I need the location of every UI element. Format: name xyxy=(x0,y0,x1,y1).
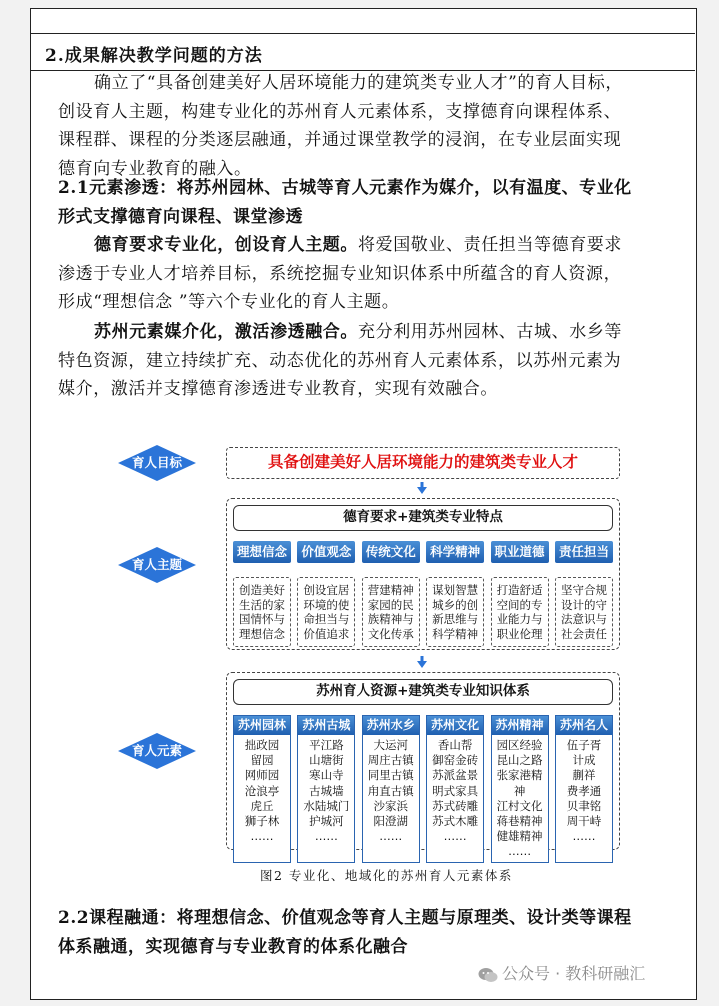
heading-2-1: 2.1元素渗透：将苏州园林、古城等育人元素作为媒介，以有温度、专业化形式支撑德育向课程、课堂渗透 xyxy=(58,178,632,227)
theme-tab: 职业道德 xyxy=(491,541,549,563)
diamond-theme-label xyxy=(118,547,196,583)
section-title: 2.成果解决教学问题的方法 xyxy=(45,46,263,66)
element-column: 苏州精神 园区经验 昆山之路 张家港精神 江村文化 蒋巷精神 健雄精神 …… xyxy=(491,715,549,863)
goal-box xyxy=(226,447,620,479)
paragraph-theme-body: 将爱国敬业、责任担当等德育要求渗透于专业人才培养目标，系统挖掘专业知识体系中所蕴含的育人资源，形成“理想信念 ”等六个专业化的育人主题。 xyxy=(58,235,622,312)
theme-tabs xyxy=(233,541,613,563)
section-header xyxy=(31,33,695,71)
element-column: 苏州水乡 大运河 周庄古镇 同里古镇 甪直古镇 沙家浜 阳澄湖 …… xyxy=(362,715,420,863)
element-banner: 苏州育人资源+建筑类专业知识体系 xyxy=(233,679,613,705)
theme-tab: 理想信念 xyxy=(233,541,291,563)
element-columns xyxy=(233,715,613,863)
figure-element-system xyxy=(118,443,623,859)
heading-2-2: 2.2课程融通：将理想信念、价值观念等育人主题与原理类、设计类等课程体系融通，实现德育与专业教育的体系化融合 xyxy=(58,908,632,957)
watermark-text: 公众号 · 教科研融汇 xyxy=(502,964,646,983)
arrow-down-icon xyxy=(417,482,427,494)
paragraph-theme-lead: 德育要求专业化，创设育人主题。 xyxy=(94,235,358,255)
theme-tab: 传统文化 xyxy=(362,541,420,563)
theme-descriptions xyxy=(233,577,613,647)
element-box xyxy=(226,672,620,859)
paragraph-elements-body: 充分利用苏州园林、古城、水乡等特色资源，建立持续扩充、动态优化的苏州育人元素体系，以苏州元素为媒介，激活并支撑德育渗透进专业教育，实现有效融合。 xyxy=(58,322,622,399)
element-column: 苏州名人 伍子胥 计成 蒯祥 费孝通 贝聿铭 周干峙 …… xyxy=(555,715,613,863)
intro-paragraph: 确立了“具备创建美好人居环境能力的建筑类专业人才”的育人目标，创设育人主题，构建专业化的苏州育人元素体系，支撑德育向课程体系、课程群、课程的分类逐层融通，并通过课堂教学的浸润，在专业层面实现德育向专业教育的融入。 xyxy=(58,73,623,179)
theme-desc: 坚守合规 设计的守 法意识与 社会责任 xyxy=(555,577,613,647)
theme-desc: 营建精神 家园的民 族精神与 文化传承 xyxy=(362,577,420,647)
paragraph-elements xyxy=(58,318,638,404)
paragraph-theme xyxy=(58,231,638,317)
element-column: 苏州古城 平江路 山塘街 寒山寺 古城墙 水陆城门 护城河 …… xyxy=(297,715,355,863)
theme-desc: 打造舒适 空间的专 业能力与 职业伦理 xyxy=(491,577,549,647)
theme-desc: 创设宜居 环境的使 命担当与 价值追求 xyxy=(297,577,355,647)
element-column: 苏州文化 香山帮 御窑金砖 苏派盆景 明式家具 苏式砖雕 苏式木雕 …… xyxy=(426,715,484,863)
theme-desc: 创造美好 生活的家 国情怀与 理想信念 xyxy=(233,577,291,647)
diamond-goal-label xyxy=(118,445,196,481)
diamond-element-label xyxy=(118,733,196,769)
watermark xyxy=(478,961,645,984)
theme-tab: 价值观念 xyxy=(297,541,355,563)
theme-label: 育人主题 xyxy=(131,557,182,572)
arrow-down-icon xyxy=(417,656,427,668)
goal-text: 具备创建美好人居环境能力的建筑类专业人才 xyxy=(267,453,578,471)
theme-box xyxy=(226,498,620,650)
figure-caption: 图2 专业化、地域化的苏州育人元素体系 xyxy=(260,868,513,883)
element-label: 育人元素 xyxy=(131,743,182,758)
theme-banner: 德育要求+建筑类专业特点 xyxy=(233,505,613,531)
theme-tab: 科学精神 xyxy=(426,541,484,563)
element-column: 苏州园林 拙政园 留园 网师园 沧浪亭 虎丘 狮子林 …… xyxy=(233,715,291,863)
goal-label: 育人目标 xyxy=(131,455,182,470)
theme-tab: 责任担当 xyxy=(555,541,613,563)
paragraph-elements-lead: 苏州元素媒介化，激活渗透融合。 xyxy=(94,322,358,342)
theme-desc: 谋划智慧 城乡的创 新思维与 科学精神 xyxy=(426,577,484,647)
wechat-icon xyxy=(478,967,498,983)
